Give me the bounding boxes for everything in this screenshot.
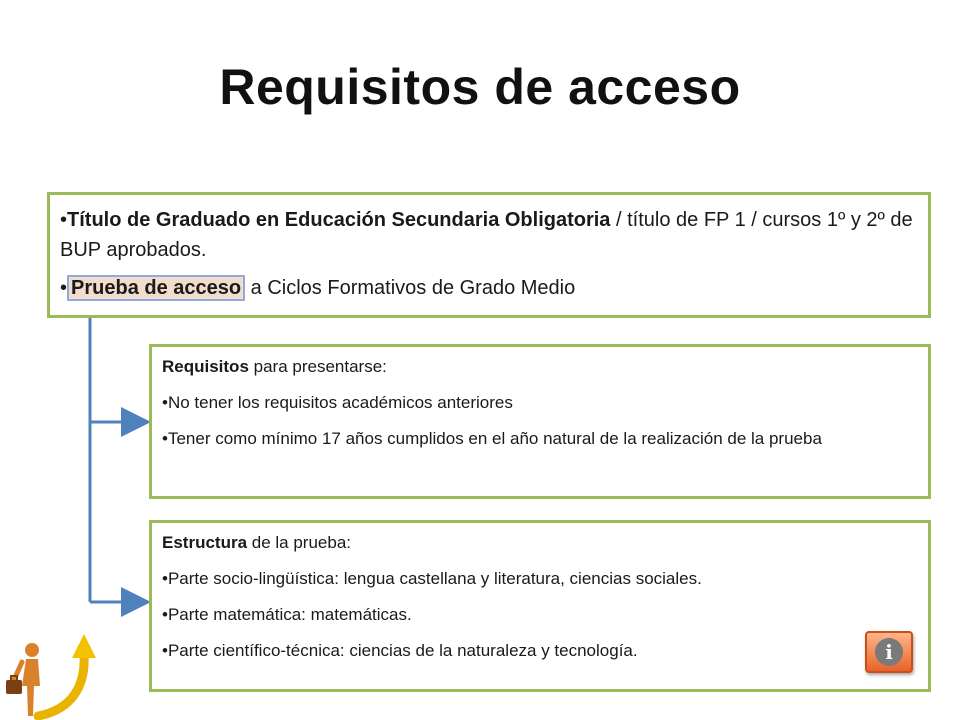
requisitos-heading	[162, 355, 918, 379]
info-icon: i	[875, 638, 903, 666]
estructura-heading-bold: Estructura	[162, 533, 248, 552]
estructura-item-3: •Parte científico-técnica: ciencias de la naturaleza y tecnología.	[162, 641, 638, 660]
estructura-box	[149, 520, 931, 692]
requisitos-item-1: •No tener los requisitos académicos anteriores	[162, 393, 513, 412]
page-title: Requisitos de acceso	[219, 59, 741, 115]
info-button[interactable]	[865, 631, 913, 673]
prueba-highlight-text: Prueba de acceso	[67, 275, 245, 301]
prueba-rest-text: a Ciclos Formativos de Grado Medio	[245, 277, 576, 299]
requisitos-item-1-text: No tener los requisitos académicos anteriores	[167, 393, 513, 412]
estructura-item-2-text: Parte matemática: matemáticas.	[167, 605, 412, 624]
requisitos-box	[149, 344, 931, 499]
main-requirements-box	[47, 192, 931, 318]
estructura-item-3-text: Parte científico-técnica: ciencias de la naturaleza y tecnología.	[167, 641, 638, 660]
businessman-arrow-icon	[0, 628, 100, 720]
bullet-item-prueba: • Prueba de acceso a Ciclos Formativos de Grado Medio	[60, 277, 576, 299]
bullet-item-titulo: •Título de Graduado en Educación Secundaria Obligatoria / título de FP 1 / cursos 1º y 2º de BUP aprobados.	[60, 209, 913, 261]
estructura-item-2: •Parte matemática: matemáticas.	[162, 605, 412, 624]
estructura-heading-rest: de la prueba:	[247, 533, 351, 552]
requisitos-item-2-text: Tener como mínimo 17 años cumplidos en el año natural de la realización de la prueba	[167, 429, 822, 448]
requisitos-item-2: •Tener como mínimo 17 años cumplidos en el año natural de la realización de la prueba	[162, 429, 822, 448]
titulo-bold-text: Título de Graduado en Educación Secundaria Obligatoria	[67, 209, 611, 231]
estructura-heading	[162, 531, 918, 555]
requisitos-heading-rest: para presentarse:	[248, 357, 387, 376]
estructura-item-1-text: Parte socio-lingüística: lengua castellana y literatura, ciencias sociales.	[167, 569, 702, 588]
requisitos-heading-bold: Requisitos	[162, 357, 249, 376]
titulo-rest-text: / título de FP 1 / cursos 1º y 2º de BUP aprobados.	[60, 209, 913, 261]
estructura-item-1: •Parte socio-lingüística: lengua castellana y literatura, ciencias sociales.	[162, 569, 702, 588]
